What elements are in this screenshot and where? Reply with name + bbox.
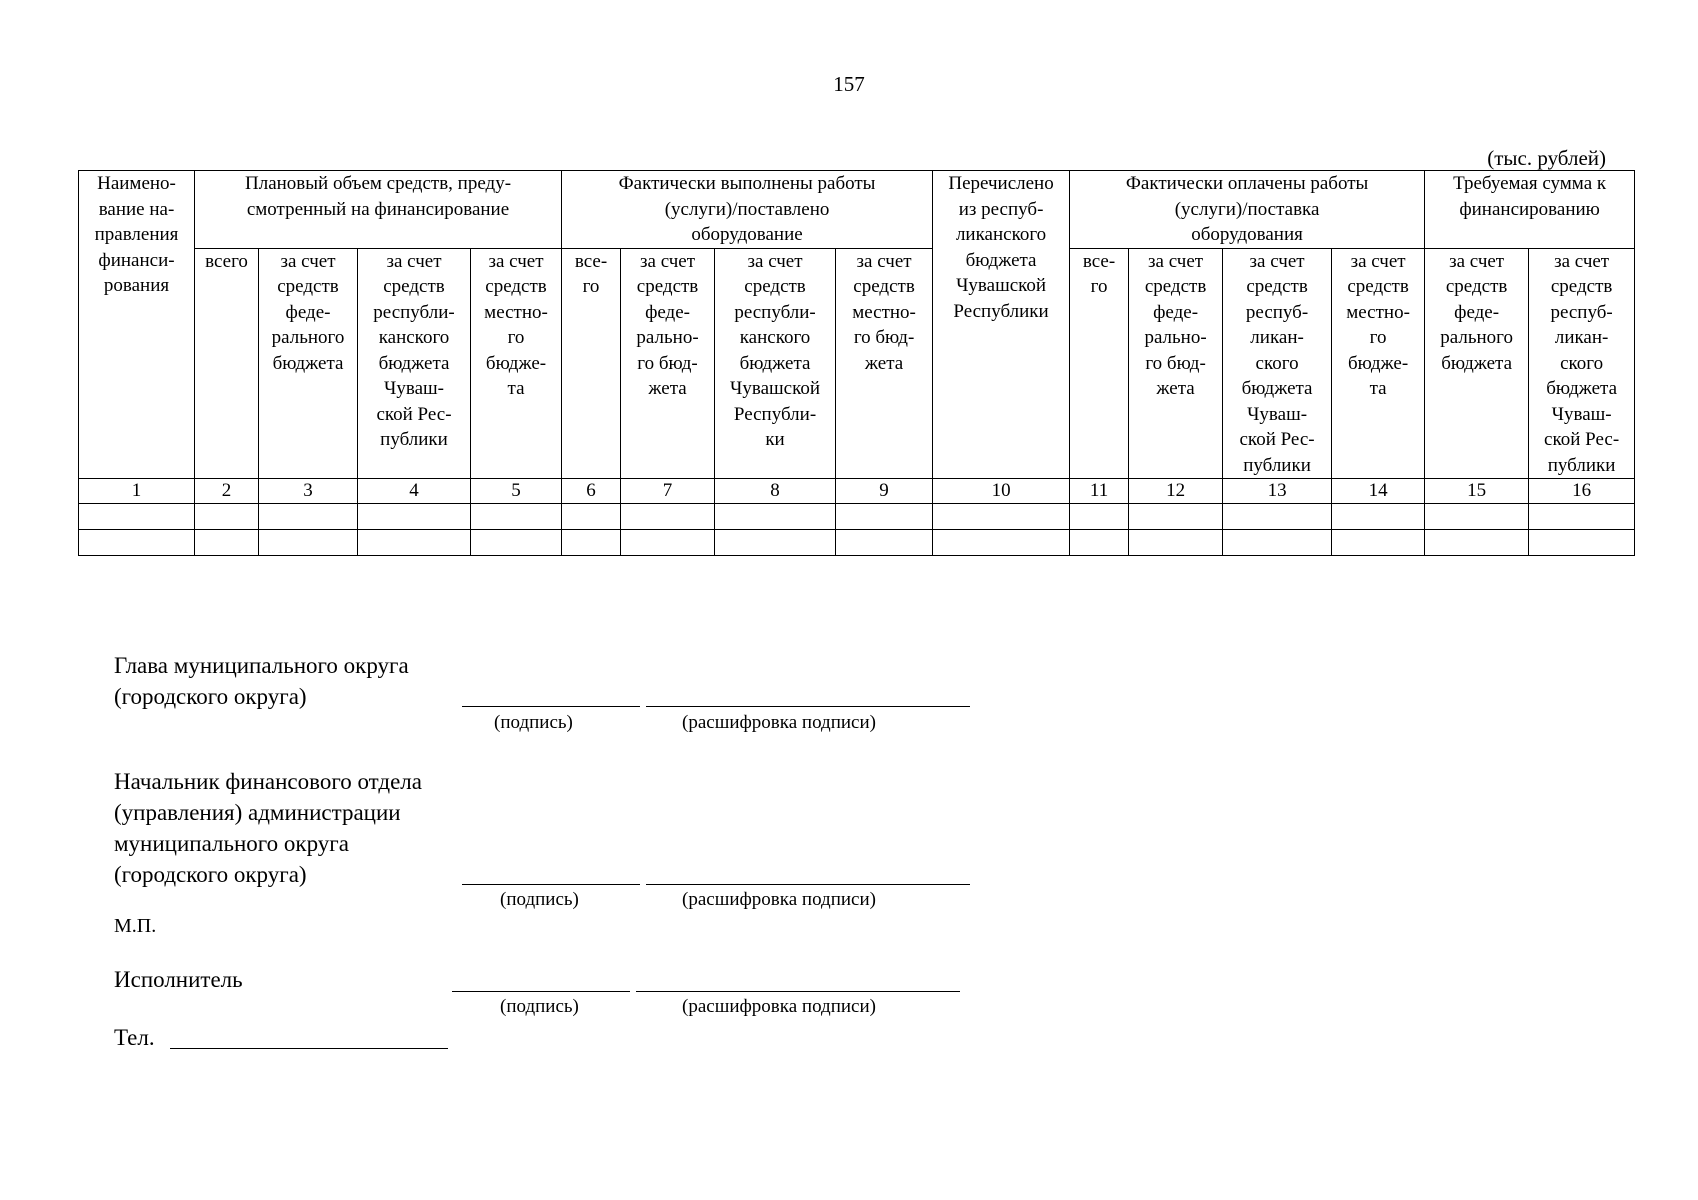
- subheader-cell: все- го: [1070, 248, 1129, 479]
- subheader-cell: за счет средств республи- канского бюджета Чуваш- ской Рес- публики: [358, 248, 471, 479]
- report-table: [78, 170, 1635, 556]
- column-number: 5: [471, 479, 562, 504]
- finance-signature-line: [462, 884, 640, 885]
- empty-row: [79, 504, 1635, 530]
- executor-title: Исполнитель: [114, 967, 243, 992]
- subheader-cell: за счет средств местно- го бюдже- та: [1332, 248, 1425, 479]
- column-number: 14: [1332, 479, 1425, 504]
- column-numbers-row: [79, 479, 1635, 504]
- subheader-cell: за счет средств республи- канского бюджета Чувашской Республи- ки: [715, 248, 836, 479]
- subheader-cell: за счет средств респуб- ликан- ского бюджета Чуваш- ской Рес- публики: [1529, 248, 1635, 479]
- header-paid: Фактически оплачены работы (услуги)/поставка оборудования: [1070, 171, 1425, 249]
- executor-sign-caption: (подпись): [500, 996, 579, 1017]
- head-decode-line: [646, 706, 970, 707]
- executor-signature-line: [452, 991, 630, 992]
- units-label: (тыс. рублей): [1487, 146, 1606, 170]
- finance-sign-caption: (подпись): [500, 889, 579, 910]
- header-performed: Фактически выполнены работы (услуги)/поставлено оборудование: [562, 171, 933, 249]
- column-number: 6: [562, 479, 621, 504]
- finance-decode-caption: (расшифровка подписи): [682, 889, 876, 910]
- header-required: Требуемая сумма к финансированию: [1425, 171, 1635, 249]
- executor-decode-line: [636, 991, 960, 992]
- head-decode-caption: (расшифровка подписи): [682, 712, 876, 733]
- column-number: 3: [259, 479, 358, 504]
- column-number: 11: [1070, 479, 1129, 504]
- column-number: 7: [621, 479, 715, 504]
- head-sign-caption: (подпись): [494, 712, 573, 733]
- subheader-cell: все- го: [562, 248, 621, 479]
- column-number: 8: [715, 479, 836, 504]
- header-direction: Наимено- вание на- правления финанси- рования: [79, 171, 195, 479]
- header-row-top: [79, 171, 1635, 249]
- column-number: 13: [1223, 479, 1332, 504]
- finance-signatory-title: Начальник финансового отдела (управления) администрации муниципального округа (городского округа): [114, 769, 422, 887]
- executor-decode-caption: (расшифровка подписи): [682, 996, 876, 1017]
- phone-label: Тел.: [114, 1025, 155, 1050]
- empty-row: [79, 530, 1635, 556]
- head-signatory-title: Глава муниципального округа (городского округа): [114, 653, 409, 709]
- subheader-cell: за счет средств респуб- ликан- ского бюджета Чуваш- ской Рес- публики: [1223, 248, 1332, 479]
- page-number: 157: [833, 72, 865, 96]
- subheader-cell: за счет средств феде- рально- го бюд- жета: [1129, 248, 1223, 479]
- column-number: 4: [358, 479, 471, 504]
- subheader-cell: за счет средств феде- рально- го бюд- жета: [621, 248, 715, 479]
- subheader-cell: за счет средств феде- рального бюджета: [1425, 248, 1529, 479]
- column-number: 16: [1529, 479, 1635, 504]
- head-signature-line: [462, 706, 640, 707]
- header-row-sub: [79, 248, 1635, 479]
- stamp-label: М.П.: [114, 915, 157, 937]
- subheader-cell: за счет средств местно- го бюд- жета: [836, 248, 933, 479]
- subheader-cell: всего: [195, 248, 259, 479]
- column-number: 1: [79, 479, 195, 504]
- column-number: 15: [1425, 479, 1529, 504]
- column-number: 2: [195, 479, 259, 504]
- column-number: 10: [933, 479, 1070, 504]
- header-transferred: Перечислено из респуб- ликанского бюджета Чувашской Республики: [933, 171, 1070, 479]
- column-number: 9: [836, 479, 933, 504]
- phone-line: [170, 1048, 448, 1049]
- header-planned: Плановый объем средств, преду- смотренный на финансирование: [195, 171, 562, 249]
- column-number: 12: [1129, 479, 1223, 504]
- subheader-cell: за счет средств феде- рального бюджета: [259, 248, 358, 479]
- subheader-cell: за счет средств местно- го бюдже- та: [471, 248, 562, 479]
- finance-decode-line: [646, 884, 970, 885]
